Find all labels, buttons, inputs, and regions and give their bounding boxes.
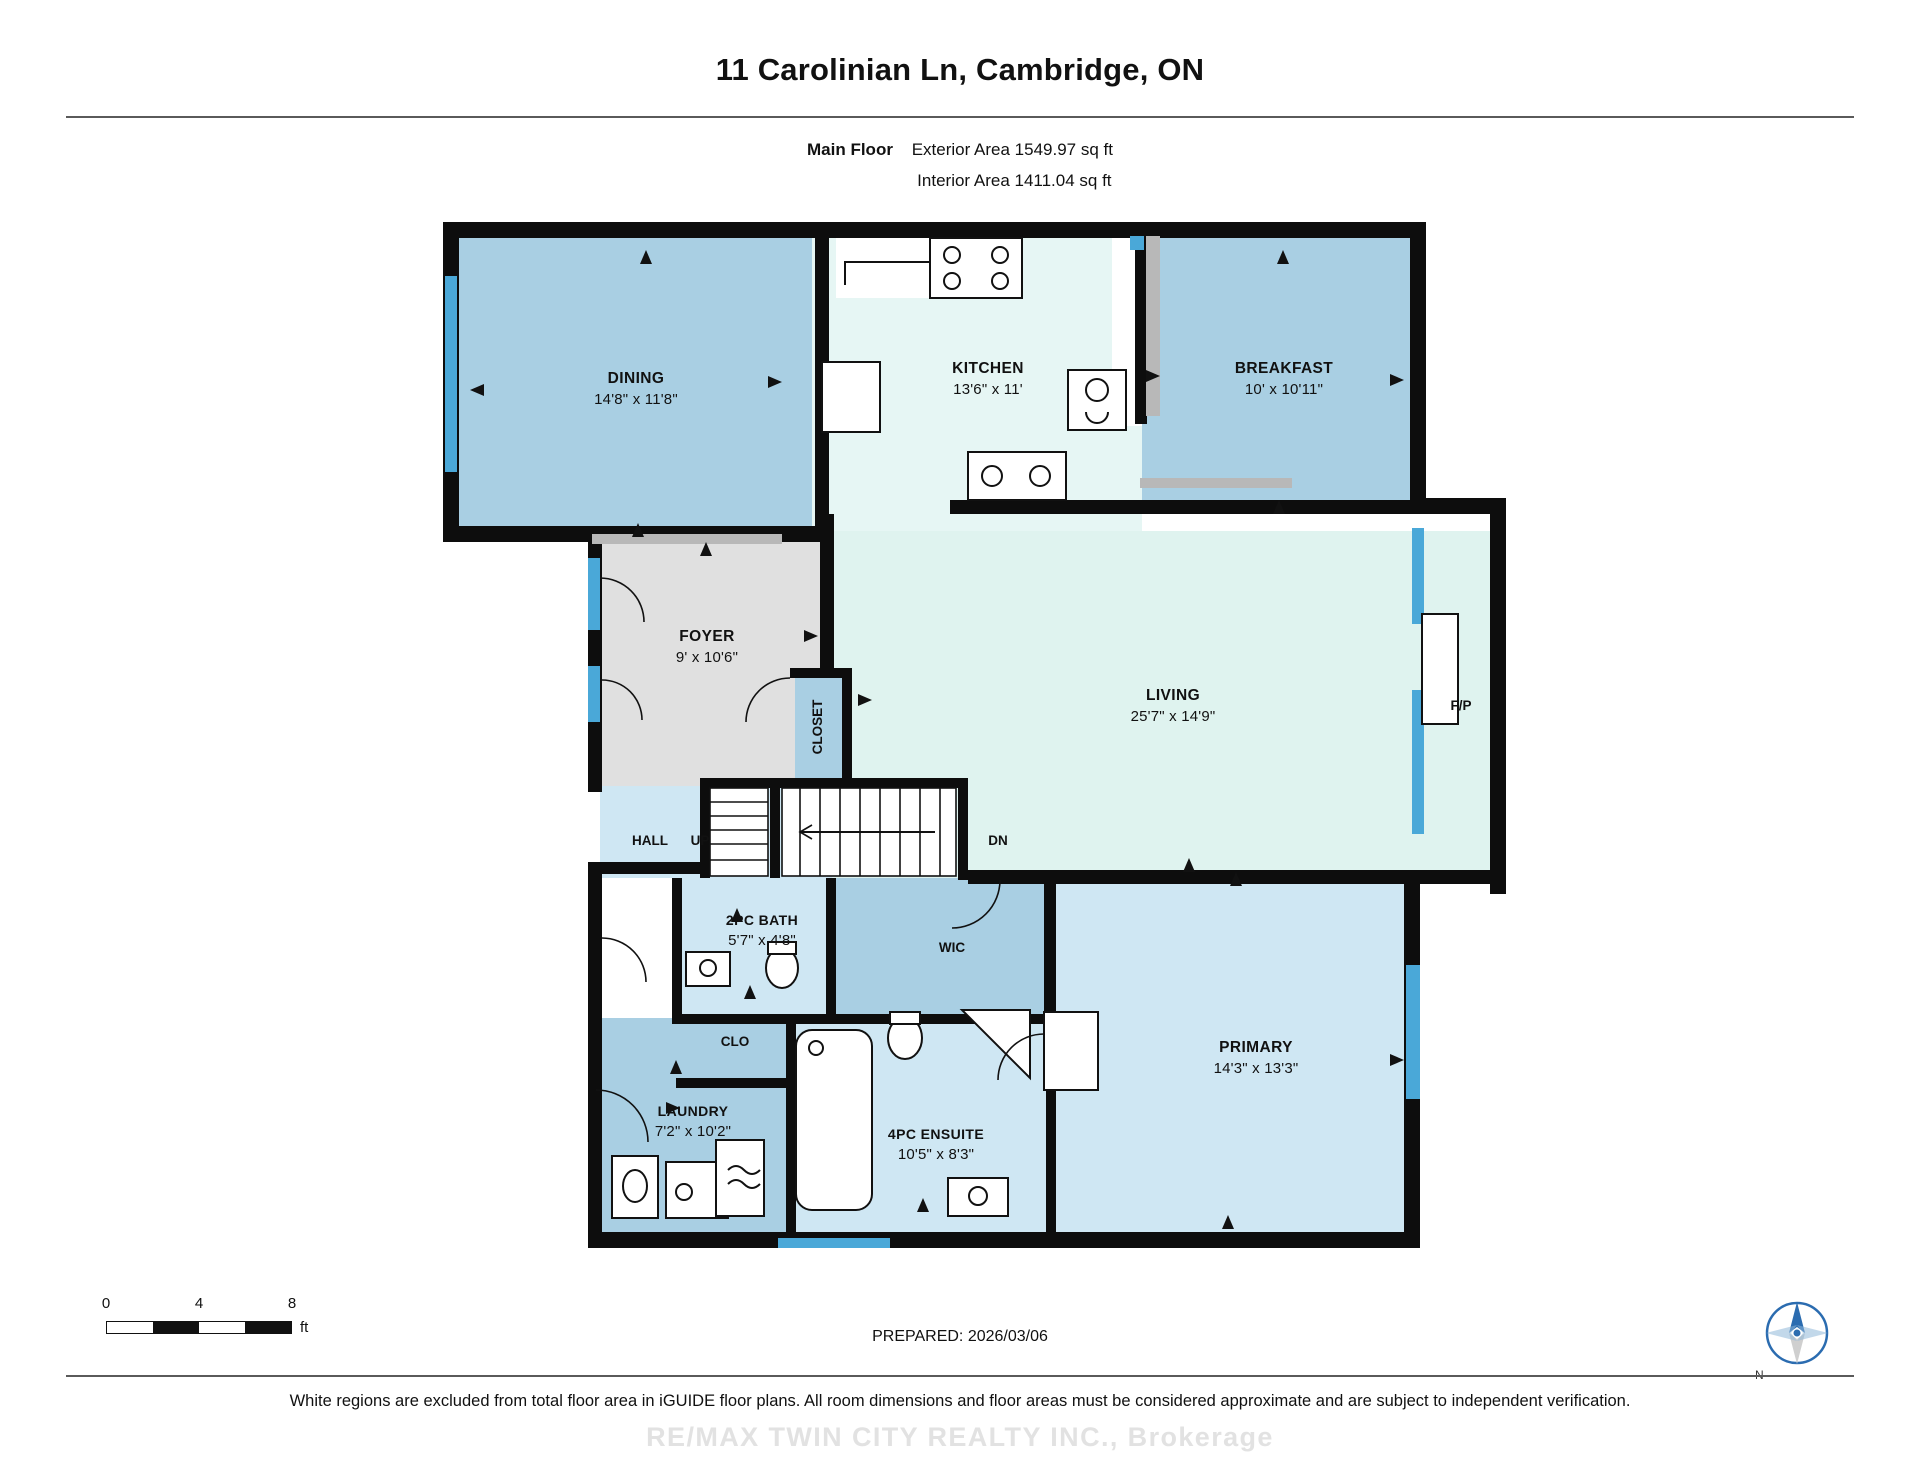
floor-label: Main Floor xyxy=(807,140,893,159)
room-dim-laundry: 7'2" x 10'2" xyxy=(654,1123,732,1140)
prepared-date: PREPARED: 2026/03/06 xyxy=(872,1328,1048,1345)
room-dim-ensuite: 10'5" x 8'3" xyxy=(897,1146,975,1163)
exterior-area: Exterior Area 1549.97 sq ft xyxy=(911,140,1113,159)
room-label-foyer: FOYER xyxy=(679,628,735,645)
scale-tick-1: 4 xyxy=(194,1295,204,1312)
room-label-hall: HALL xyxy=(632,833,668,848)
interior-area: Interior Area 1411.04 sq ft xyxy=(917,171,1112,190)
room-label-ensuite: 4PC ENSUITE xyxy=(887,1126,985,1142)
room-label-breakfast: BREAKFAST xyxy=(1234,360,1334,377)
room-label-laundry: LAUNDRY xyxy=(657,1103,729,1119)
room-dim-kitchen: 13'6" x 11' xyxy=(953,381,1023,398)
disclaimer-text: White regions are excluded from total floor area in iGUIDE floor plans. All room dimensions and floor areas must be considered approximate and are subject to independent verification. xyxy=(289,1392,1631,1410)
room-label-2pc-bath: 2PC BATH xyxy=(725,912,799,928)
room-dim-dining: 14'8" x 11'8" xyxy=(594,391,678,408)
room-dim-primary: 14'3" x 13'3" xyxy=(1213,1060,1299,1077)
room-dim-living: 25'7" x 14'9" xyxy=(1130,708,1216,725)
closet-label: CLOSET xyxy=(810,699,825,755)
room-label-living: LIVING xyxy=(1145,687,1201,704)
footer-divider xyxy=(66,1375,1854,1377)
room-label-dining: DINING xyxy=(607,370,665,387)
room-dim-2pc-bath: 5'7" x 4'8" xyxy=(728,932,796,949)
room-dim-foyer: 9' x 10'6" xyxy=(675,649,739,666)
scale-tick-0: 0 xyxy=(101,1295,111,1312)
stairs xyxy=(710,788,956,876)
brokerage-watermark: RE/MAX TWIN CITY REALTY INC., Brokerage xyxy=(646,1422,1274,1452)
room-label-primary: PRIMARY xyxy=(1219,1039,1293,1056)
scale-tick-2: 8 xyxy=(287,1295,297,1312)
room-label-wic: WIC xyxy=(938,940,966,955)
room-label-kitchen: KITCHEN xyxy=(952,360,1024,377)
fireplace-label: F/P xyxy=(1450,698,1472,713)
scale-unit: ft xyxy=(300,1319,309,1336)
scale-ticks xyxy=(100,1295,320,1315)
room-label-clo: CLO xyxy=(720,1034,750,1049)
stairs-dn-label: DN xyxy=(988,833,1008,848)
page-title: 11 Carolinian Ln, Cambridge, ON xyxy=(715,52,1205,87)
room-dim-breakfast: 10' x 10'11" xyxy=(1244,381,1324,398)
stairs-up-label: UP xyxy=(690,833,710,848)
